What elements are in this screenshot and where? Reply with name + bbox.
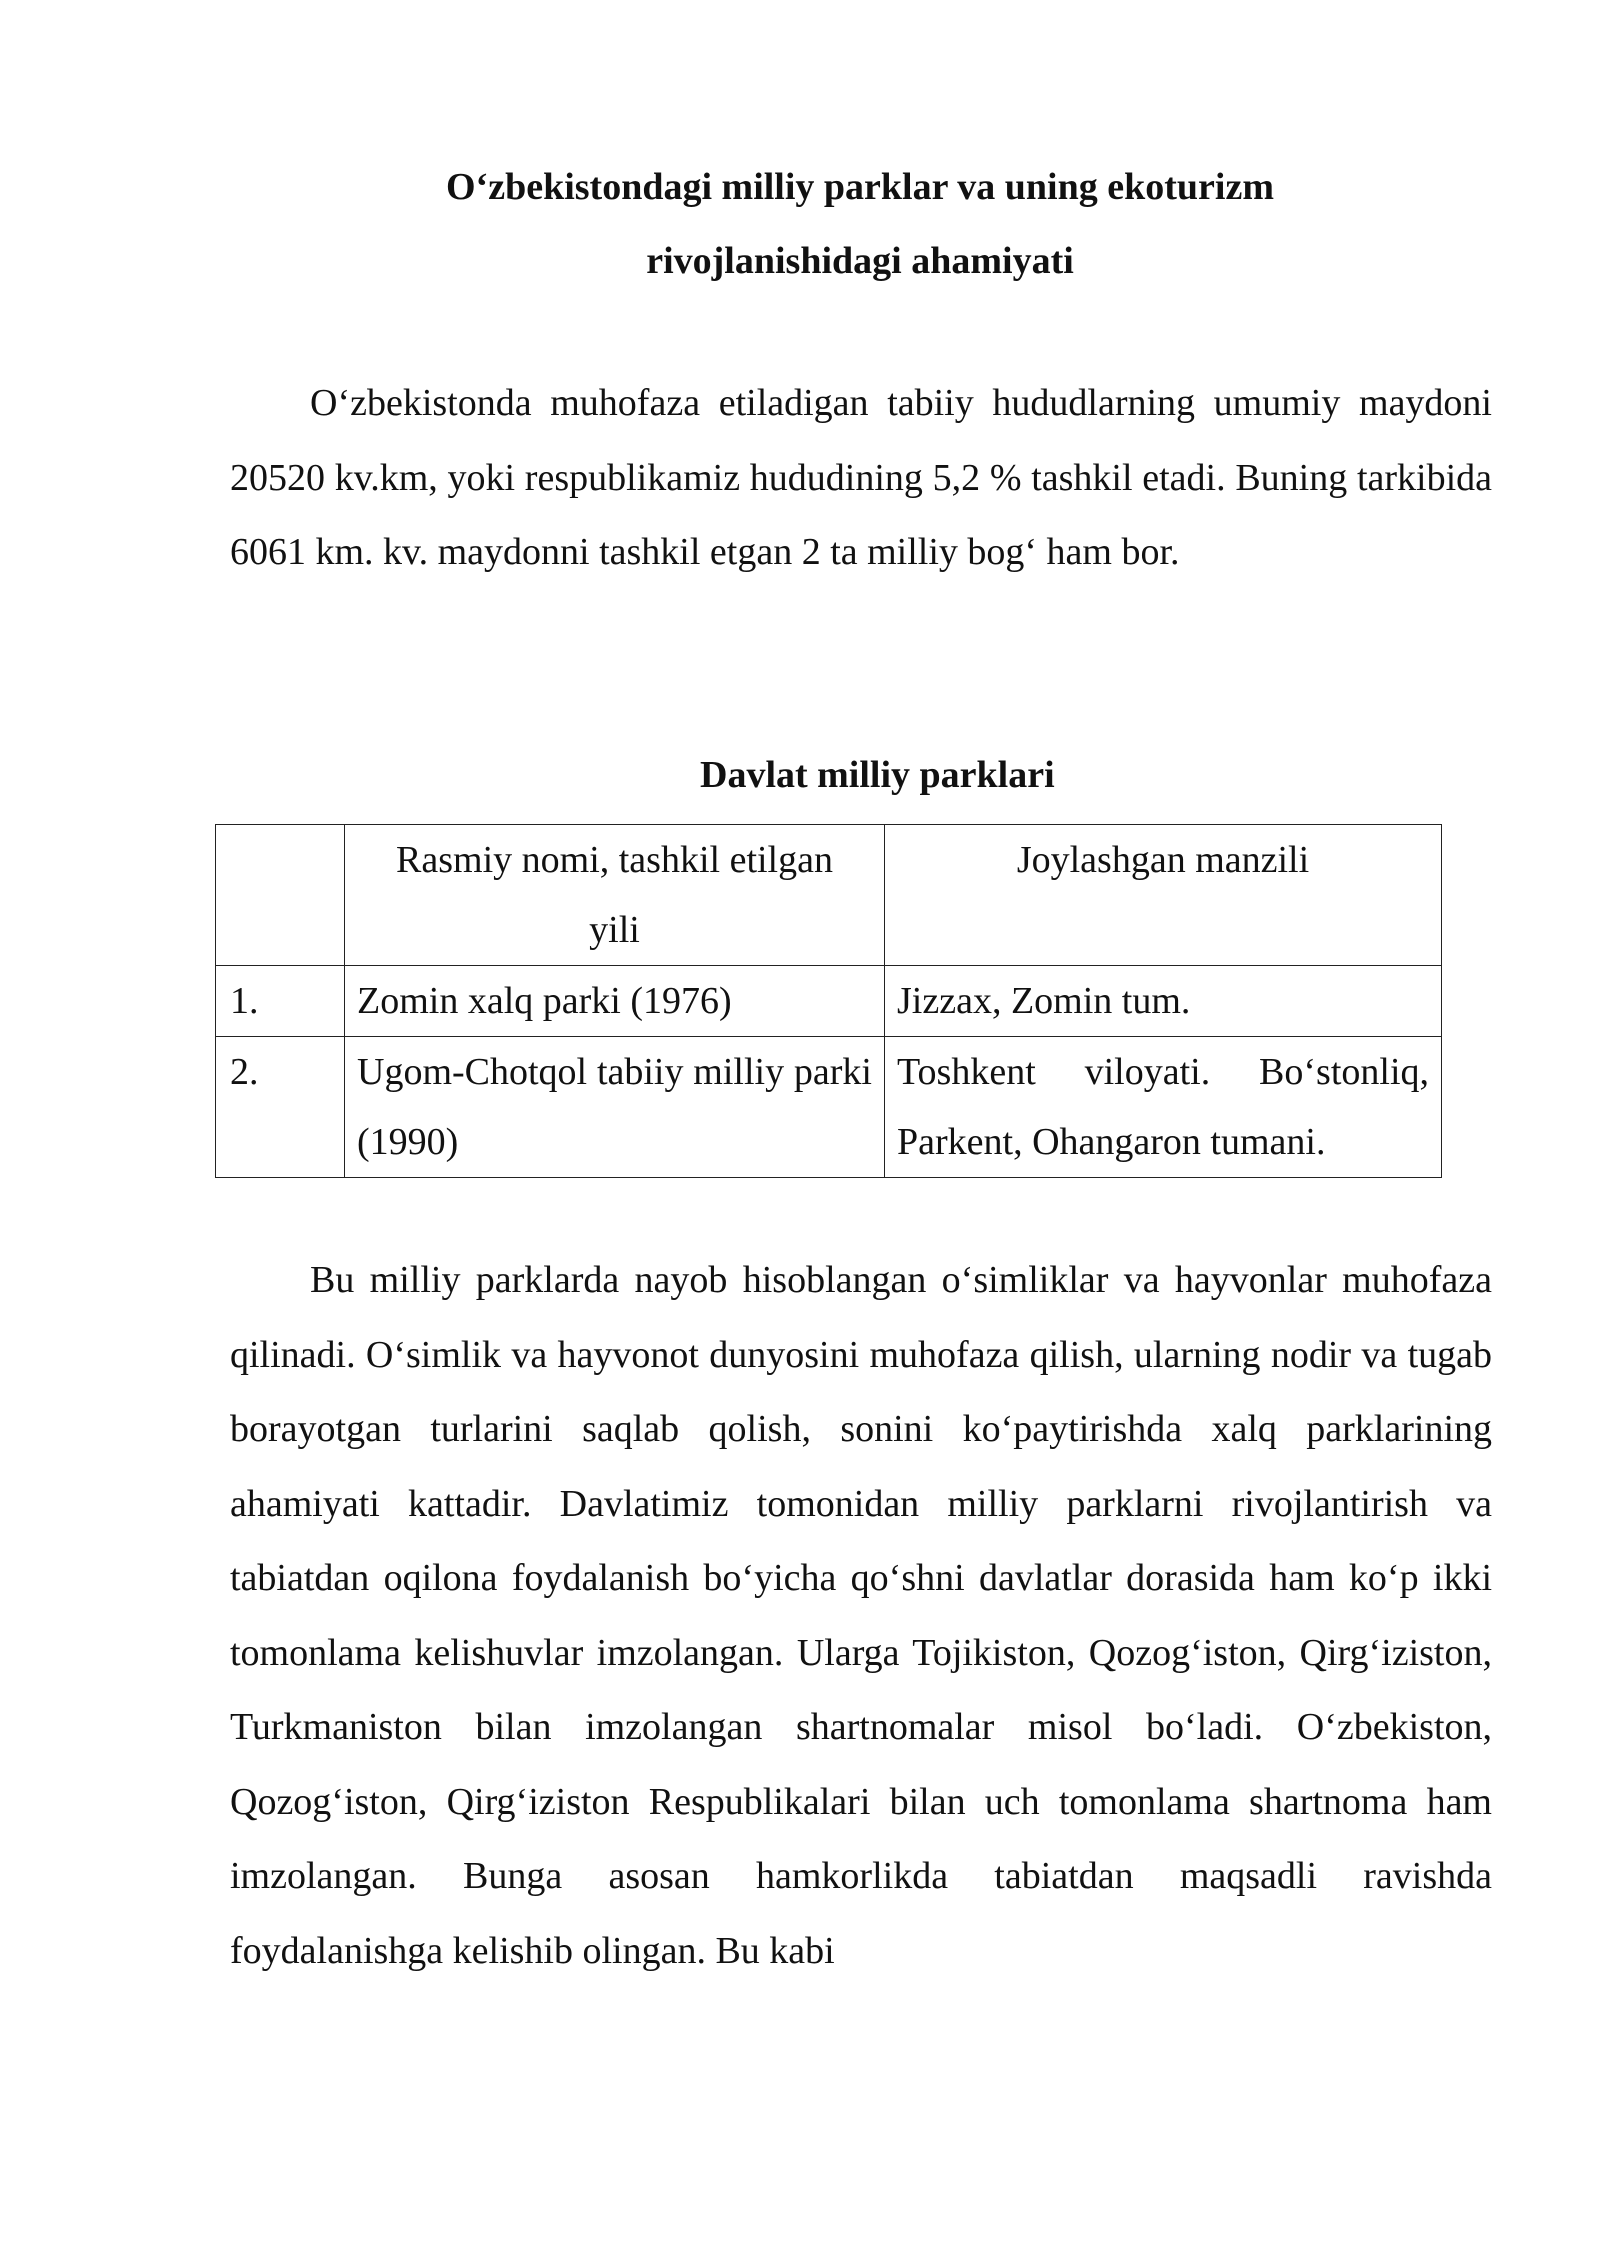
document-title: [230, 150, 1490, 298]
table-row: [216, 966, 1442, 1037]
header-number-cell: [216, 825, 345, 966]
header-location-cell: Joylashgan manzili: [885, 825, 1442, 966]
header-name-cell: [345, 825, 885, 966]
intro-paragraph: O‘zbekistonda muhofaza etiladigan tabiiy hududlarning umumiy maydoni 20520 kv.km, yoki respublikamiz hududining 5,2 % tashkil etadi. Buning tarkibida 6061 km. kv. maydonni tashkil etgan 2 ta milliy bog‘ ham bor.: [230, 382, 1492, 573]
row-name-cell: Zomin xalq parki (1976): [345, 966, 885, 1037]
row-location-cell: Toshkent viloyati. Bo‘stonliq, Parkent, Ohangaron tumani.: [885, 1037, 1442, 1178]
row-number-cell: 2.: [216, 1037, 345, 1178]
document-title-line-1: O‘zbekistondagi milliy parklar va uning ekoturizm: [446, 166, 1274, 208]
header-name-line-1: Rasmiy nomi, tashkil etilgan: [396, 839, 833, 881]
body-paragraph: Bu milliy parklarda nayob hisoblangan o‘simliklar va hayvonlar muhofaza qilinadi. O‘simlik va hayvonot dunyosini muhofaza qilish, ularning nodir va tugab borayotgan turlarini saqlab qolish, sonini ko‘paytirishda xalq parklarining ahamiyati kattadir. Davlatimiz tomonidan milliy parklarni rivojlantirish va tabiatdan oqilona foydalanish bo‘yicha qo‘shni davlatlar dorasida ham ko‘p ikki tomonlama kelishuvlar imzolangan. Ularga Tojikiston, Qozog‘iston, Qirg‘iziston, Turkmaniston bilan imzolangan shartnomalar misol bo‘ladi. O‘zbekiston, Qozog‘iston, Qirg‘iziston Respublikalari bilan uch tomonlama shartnoma ham imzolangan. Bunga asosan hamkorlikda tabiatdan maqsadli ravishda foydalanishga kelishib olingan. Bu kabi: [230, 1259, 1492, 1972]
table-title: Davlat milliy parklari: [700, 754, 1055, 796]
table-header-row: [216, 825, 1442, 966]
national-parks-table: [215, 824, 1442, 1178]
row-location-cell: Jizzax, Zomin tum.: [885, 966, 1442, 1037]
document-title-line-2: rivojlanishidagi ahamiyati: [646, 240, 1074, 282]
header-name-line-2: yili: [589, 909, 640, 951]
table-row: [216, 1037, 1442, 1178]
row-number-cell: 1.: [216, 966, 345, 1037]
row-name-cell: Ugom-Chotqol tabiiy milliy parki (1990): [345, 1037, 885, 1178]
